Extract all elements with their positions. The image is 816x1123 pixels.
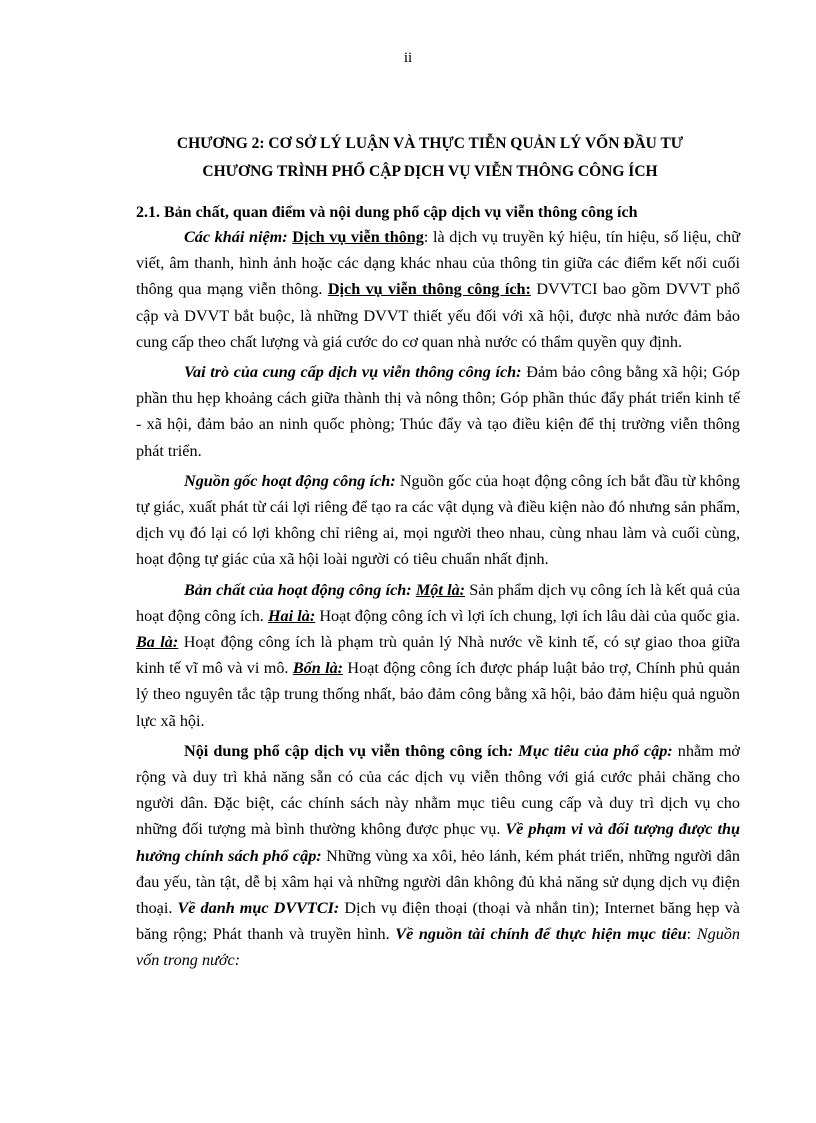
term-point-three: Ba là: — [136, 633, 179, 652]
term-origin: Nguồn gốc hoạt động công ích: — [184, 471, 396, 490]
text-objective: nhằm mở rộng và duy trì khả năng sẵn có của các dịch vụ viễn thông với giá cước phải chăng cho người dân. Đặc biệt, các chính sách này nhằm mục tiêu cung cấp và duy trì dịch vụ cho những đối tượng mà bình thường không được phục vụ. — [136, 741, 740, 839]
chapter-title — [120, 130, 740, 186]
term-domestic-funding: Nguồn vốn trong nước: — [136, 925, 740, 970]
text-service-list: Dịch vụ điện thoại (thoại và nhắn tin); Internet băng hẹp và băng rộng; Phát thanh và truyền hình. — [136, 899, 740, 944]
term-service-list: Về danh mục DVVTCI: — [177, 899, 340, 918]
term-role: Vai trò của cung cấp dịch vụ viễn thông công ích: — [184, 363, 522, 382]
text-origin: Nguồn gốc của hoạt động công ích bắt đầu từ không tự giác, xuất phát từ cái lợi riêng để tạo ra các vật dụng và điều kiện nào đó nhưng sản phẩm, dịch vụ đó lại có lợi không chỉ riêng ai, mọi người theo nhau, cùng nhau làm và cuối cùng, hoạt động tự giác của xã hội loài người có tiêu chuẩn nhất định. — [136, 471, 740, 569]
paragraph-content — [136, 738, 740, 974]
text-scope: Những vùng xa xôi, hẻo lánh, kém phát triển, những người dân đau yếu, tàn tật, dễ bị xâm hại và những người dân không đủ khả năng sử dụng dịch vụ điện thoại. — [136, 846, 740, 918]
document-body — [136, 224, 740, 978]
term-nature: Bản chất của hoạt động công ích: — [184, 580, 412, 599]
text-telecom-service-definition: : là dịch vụ truyền ký hiệu, tín hiệu, số liệu, chữ viết, âm thanh, hình ảnh hoặc các dạng khác nhau của thông tin giữa các điểm kết nối cuối thông qua mạng viễn thông. — [136, 228, 741, 299]
paragraph-role — [136, 359, 740, 464]
term-point-one: Một là: — [415, 580, 466, 599]
term-scope: Về phạm vi và đối tượng được thụ hưởng chính sách phổ cập: — [136, 820, 740, 865]
chapter-title-line-2: CHƯƠNG TRÌNH PHỔ CẬP DỊCH VỤ VIỄN THÔNG CÔNG ÍCH — [202, 163, 658, 180]
section-heading: 2.1. Bản chất, quan điểm và nội dung phổ cập dịch vụ viễn thông công ích — [136, 204, 638, 221]
term-public-telecom-service: Dịch vụ viễn thông công ích: — [327, 280, 531, 299]
term-financing: Về nguồn tài chính để thực hiện mục tiêu — [395, 925, 687, 944]
term-concepts: Các khái niệm: — [184, 228, 288, 246]
term-point-two: Hai là: — [267, 606, 316, 625]
paragraph-nature — [136, 577, 740, 734]
paragraph-concepts — [136, 224, 740, 355]
text-point-three: Hoạt động công ích là phạm trù quản lý Nhà nước về kinh tế, có sự giao thoa giữa kinh tế vĩ mô và vi mô. — [136, 633, 740, 678]
term-point-four: Bốn là: — [292, 659, 344, 678]
paragraph-origin — [136, 468, 740, 573]
text-role: Đảm bảo công bằng xã hội; Góp phần thu hẹp khoảng cách giữa thành thị và nông thôn; Góp phần thúc đẩy phát triển kinh tế - xã hội, đảm bảo an ninh quốc phòng; Thúc đẩy và tạo điều kiện để thị trường viễn thông phát triển. — [136, 363, 741, 460]
text-colon: : — [686, 925, 697, 944]
text-point-two: Hoạt động công ích vì lợi ích chung, lợi ích lâu dài của quốc gia. — [315, 606, 740, 625]
term-objective: : Mục tiêu của phổ cập: — [507, 741, 673, 760]
text-point-four: Hoạt động công ích được pháp luật bảo trợ, Chính phủ quản lý theo nguyên tắc tập trung thống nhất, bảo đảm công bằng xã hội, bảo đảm hiệu quả nguồn lực xã hội. — [136, 659, 740, 730]
text-point-one: Sản phẩm dịch vụ công ích là kết quả của hoạt động công ích. — [136, 580, 741, 625]
chapter-title-line-1: CHƯƠNG 2: CƠ SỞ LÝ LUẬN VÀ THỰC TIỄN QUẢN LÝ VỐN ĐẦU TƯ — [176, 135, 684, 152]
term-telecom-service: Dịch vụ viễn thông — [292, 228, 424, 246]
term-content: Nội dung phổ cập dịch vụ viễn thông công ích — [184, 741, 508, 760]
text-public-telecom-definition: DVVTCI bao gồm DVVT phổ cập và DVVT bắt buộc, là những DVVT thiết yếu đối với xã hội, được nhà nước đảm bảo cung cấp theo chất lượng và giá cước do cơ quan nhà nước có thẩm quyền quy định. — [136, 280, 741, 351]
page-number: ii — [403, 50, 413, 66]
